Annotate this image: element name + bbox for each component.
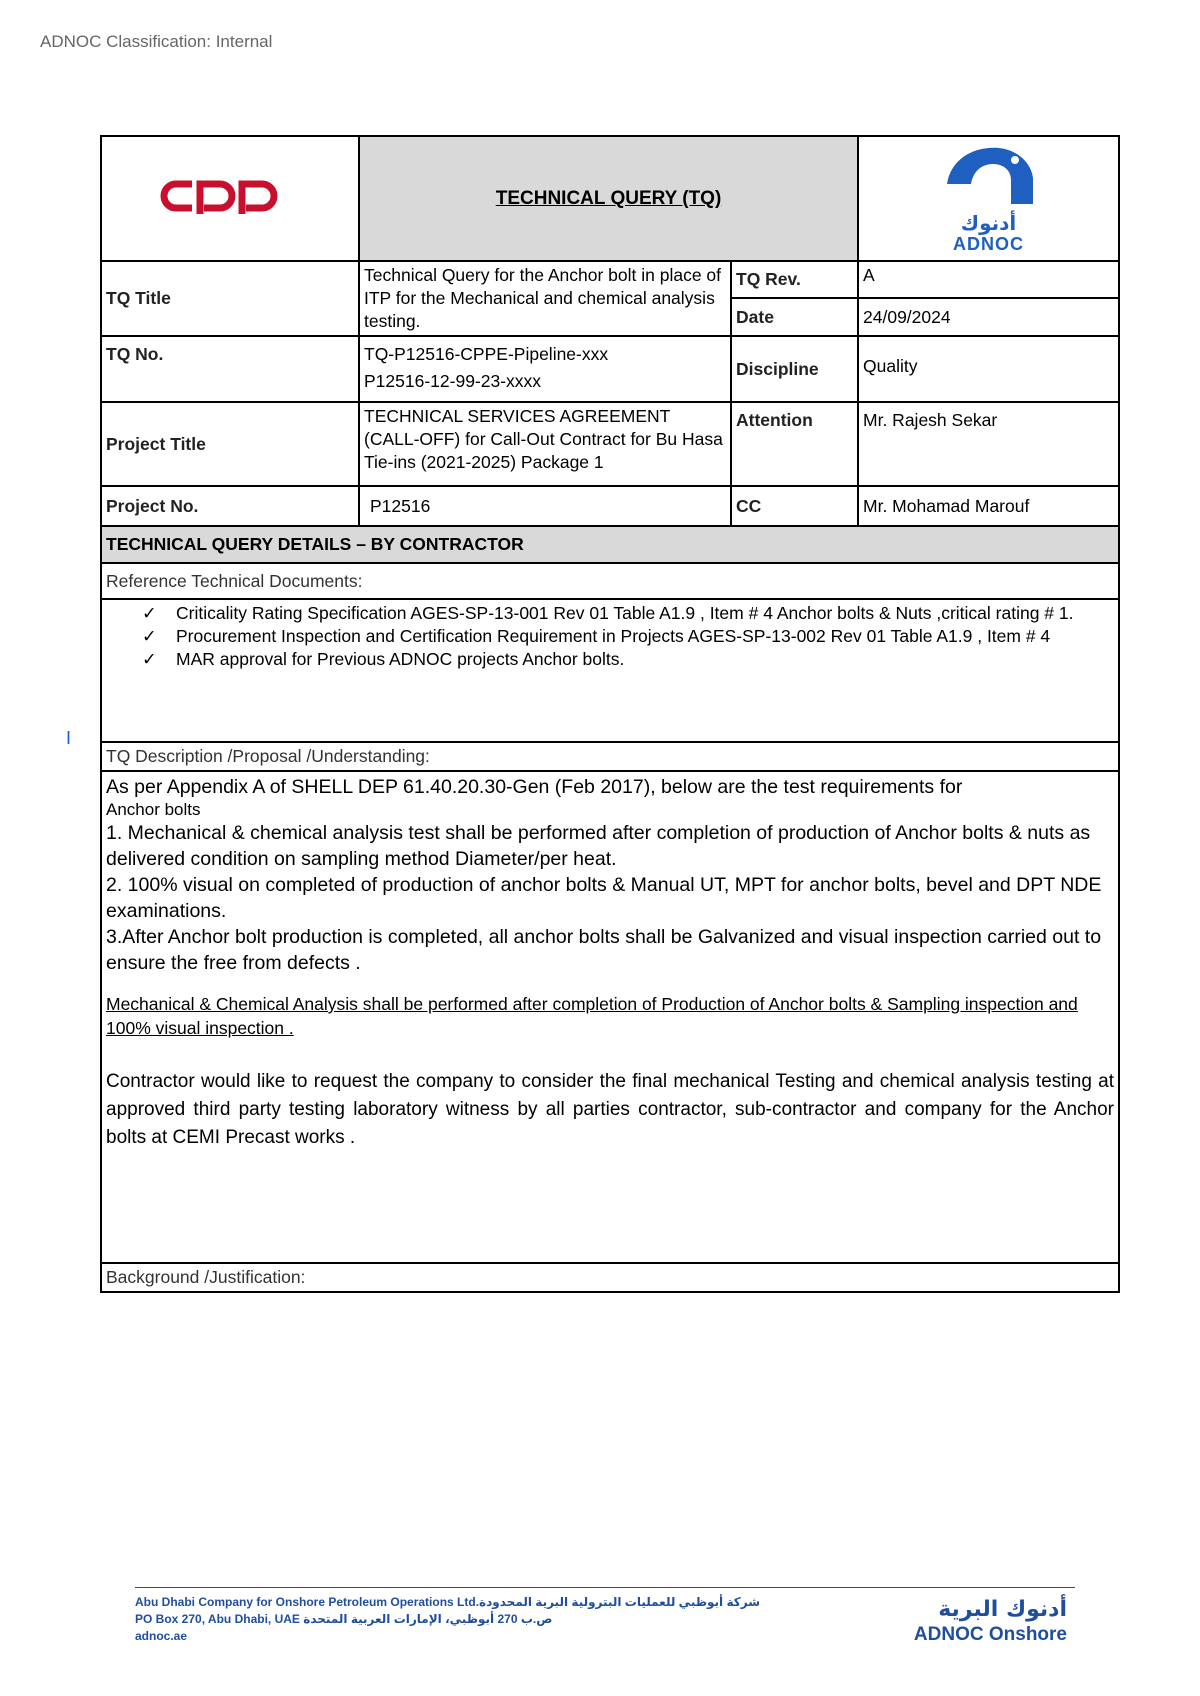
tq-rev-label: TQ Rev.: [731, 261, 858, 298]
desc-item-3: 3.After Anchor bolt production is completed, all anchor bolts shall be Galvanized and visual inspection carried out to ensure the free from defects .: [106, 926, 1102, 974]
discipline-value: Quality: [858, 336, 1119, 402]
cc-value: Mr. Mohamad Marouf: [858, 486, 1119, 526]
margin-mark: I: [66, 728, 72, 748]
discipline-label: Discipline: [731, 336, 858, 402]
ref-docs-label: Reference Technical Documents:: [101, 563, 1119, 599]
cpp-logo-cell: [101, 136, 359, 261]
check-icon: ✓: [142, 626, 157, 646]
tq-no-value-2: P12516-12-99-23-xxxx: [364, 371, 542, 391]
section-title: TECHNICAL QUERY DETAILS – BY CONTRACTOR: [101, 526, 1119, 563]
desc-underlined-note: Mechanical & Chemical Analysis shall be performed after completion of Production of Anchor bolts & Sampling inspection and 100% visual inspection .: [106, 994, 1078, 1038]
desc-intro: As per Appendix A of SHELL DEP 61.40.20.30-Gen (Feb 2017), below are the test requirements for: [106, 776, 963, 798]
reference-text: Procurement Inspection and Certification Requirement in Projects AGES-SP-13-002 Rev 01 Table A1.9 , Item # 4: [176, 626, 1051, 646]
desc-item-2: 2. 100% visual on completed of production of anchor bolts & Manual UT, MPT for anchor bolts, bevel and DPT NDE examinations.: [106, 874, 1102, 922]
desc-item-1: 1. Mechanical & chemical analysis test shall be performed after completion of production of Anchor bolts & nuts as delivered condition on sampling method Diameter/per heat.: [106, 822, 1091, 870]
attention-value: Mr. Rajesh Sekar: [858, 402, 1119, 486]
footer-brand-arabic: أدنوك البرية: [938, 1597, 1067, 1622]
project-title-value: TECHNICAL SERVICES AGREEMENT (CALL-OFF) for Call-Out Contract for Bu Hasa Tie-ins (2021-2025) Package 1: [359, 402, 731, 486]
reference-list: [101, 599, 1119, 742]
adnoc-logo-text: ADNOC: [953, 233, 1025, 254]
tq-rev-value: A: [858, 261, 1119, 298]
project-no-value: P12516: [359, 486, 731, 526]
tq-header-title-cell: [359, 136, 858, 261]
desc-intro-2: Anchor bolts: [106, 800, 201, 819]
tq-no-label: TQ No.: [101, 336, 359, 402]
desc-request: Contractor would like to request the company to consider the final mechanical Testing and chemical analysis testing at approved third party testing laboratory witness by all parties contractor, sub-contractor and company for the Anchor bolts at CEMI Precast works .: [106, 1071, 1115, 1148]
project-title-label: Project Title: [101, 402, 359, 486]
reference-text: Criticality Rating Specification AGES-SP-13-001 Rev 01 Table A1.9 , Item # 4 Anchor bolts & Nuts ,critical rating # 1.: [176, 603, 1074, 623]
date-value: 24/09/2024: [858, 298, 1119, 336]
check-icon: ✓: [142, 603, 157, 623]
reference-item: [142, 602, 1114, 625]
cc-label: CC: [731, 486, 858, 526]
reference-item: [142, 625, 1114, 648]
footer-line-2: PO Box 270, Abu Dhabi, UAE ص.ب 270 أبوظبي، الإمارات العربية المتحدة: [135, 1612, 553, 1626]
tq-header-title: TECHNICAL QUERY (TQ): [495, 188, 722, 209]
reference-item: [142, 648, 1114, 671]
description-label: TQ Description /Proposal /Understanding:: [101, 742, 1119, 771]
footer-brand: [914, 1597, 1067, 1647]
footer-brand-english: ADNOC Onshore: [913, 1624, 1067, 1645]
tq-no-value-1: TQ-P12516-CPPE-Pipeline-xxx: [364, 344, 609, 364]
adnoc-falcon-icon: [941, 144, 1037, 206]
footer-divider: [135, 1587, 1075, 1588]
page-footer: [135, 1587, 1075, 1645]
project-no-label: Project No.: [101, 486, 359, 526]
tq-title-label: TQ Title: [101, 261, 359, 336]
classification-label: ADNOC Classification: Internal: [40, 32, 273, 51]
adnoc-logo-arabic: أدنوك: [960, 210, 1017, 235]
check-icon: ✓: [142, 649, 157, 669]
tq-form: [100, 135, 1120, 1293]
footer-line-3: adnoc.ae: [135, 1629, 188, 1643]
reference-text: MAR approval for Previous ADNOC projects Anchor bolts.: [176, 649, 625, 669]
date-label: Date: [731, 298, 858, 336]
attention-label: Attention: [731, 402, 858, 486]
tq-no-value: [359, 336, 731, 402]
footer-line-1: Abu Dhabi Company for Onshore Petroleum Operations Ltd.شركة أبوظبي للعمليات البترولية البرية المحدودة: [135, 1595, 761, 1609]
background-label: Background /Justification:: [101, 1263, 1119, 1292]
tq-title-value: Technical Query for the Anchor bolt in place of ITP for the Mechanical and chemical analysis testing.: [359, 261, 731, 336]
description-body: [101, 771, 1119, 1263]
cpp-logo: [160, 176, 300, 216]
adnoc-logo-cell: [858, 136, 1119, 261]
